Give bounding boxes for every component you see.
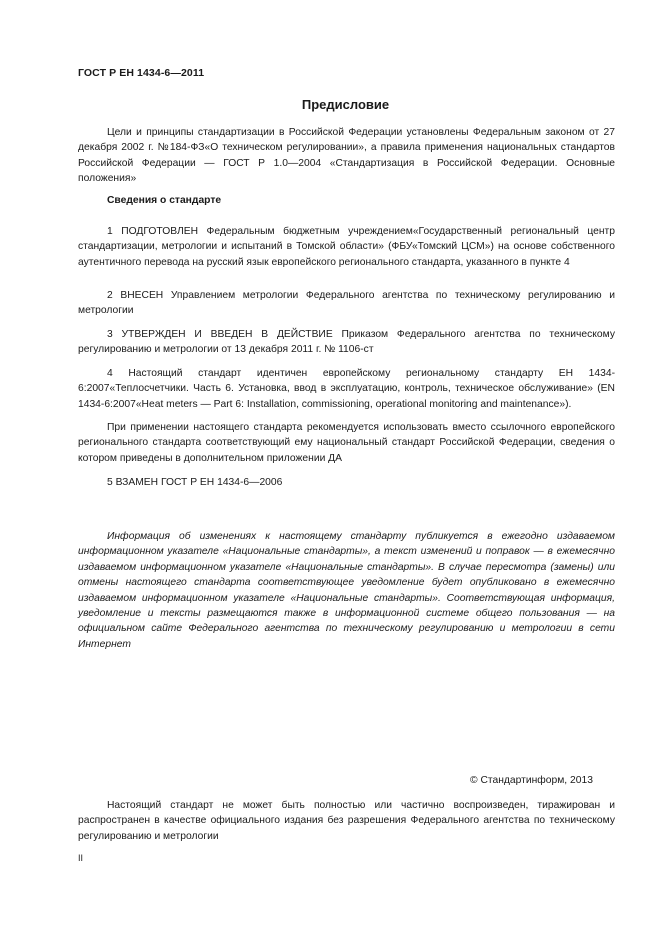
page-number: II [78,853,84,863]
item-4-paragraph: 4 Настоящий стандарт идентичен европейскому региональному стандарту ЕН 1434-6:2007«Теплосчетчики. Часть 6. Установка, ввод в эксплуатацию, контроль, техническое обслуживание» (EN 1434-6:2007«Heat meters — Part 6: Installation, commissioning, operational monitoring and maintenance»). [78,368,615,410]
intro-paragraph: Цели и принципы стандартизации в Российской Федерации установлены Федеральным законом от 27 декабря 2002 г. №184-ФЗ«О техническом регулировании», а правила применения национальных стандартов Российской Федерации — ГОСТ Р 1.0—2004 «Стандартизация в Российской Федерации. Основные положения» [78,127,615,185]
info-notice-paragraph: Информация об изменениях к настоящему стандарту публикуется в ежегодно издаваемом информационном указателе «Национальные стандарты», а текст изменений и поправок — в ежемесячно издаваемом информационном указателе «Национальные стандарты». В случае пересмотра (замены) или отмены настоящего стандарта соответствующее уведомление будет опубликовано в ежемесячно издаваемом информационном указателе «Национальные стандарты». Соответствующая информация, уведомление и тексты размещаются также в информационной системе общего пользования — на официальном сайте Федерального агентства по техническому регулированию и метрологии в сети Интернет [78,531,615,650]
item-2-paragraph: 2 ВНЕСЕН Управлением метрологии Федерального агентства по техническому регулированию и метрологии [78,290,615,317]
item-4-note-paragraph: При применении настоящего стандарта рекомендуется использовать вместо ссылочного европейского регионального стандарта соответствующий ему национальный стандарт Российской Федерации, сведения о котором приведены в дополнительном приложении ДА [78,422,615,464]
section-heading: Сведения о стандарте [107,195,222,206]
reproduction-notice-paragraph: Настоящий стандарт не может быть полностью или частично воспроизведен, тиражирован и распространен в качестве официального издания без разрешения Федерального агентства по техническому регулированию и метрологии [78,800,615,842]
document-code-header: ГОСТ Р ЕН 1434-6—2011 [78,67,205,79]
copyright-line: © Стандартинформ, 2013 [470,775,593,786]
item-1-paragraph: 1 ПОДГОТОВЛЕН Федеральным бюджетным учреждением«Государственный региональный центр стандартизации, метрологии и испытаний в Томской области» (ФБУ«Томский ЦСМ») на основе собственного аутентичного перевода на русский язык европейского регионального стандарта, указанного в пункте 4 [78,226,615,268]
page-title: Предисловие [301,97,390,112]
item-5-paragraph: 5 ВЗАМЕН ГОСТ Р ЕН 1434-6—2006 [107,477,283,488]
item-3-paragraph: 3 УТВЕРЖДЕН И ВВЕДЕН В ДЕЙСТВИЕ Приказом Федерального агентства по техническому регулированию и метрологии от 13 декабря 2011 г. № 1106-ст [78,329,615,356]
